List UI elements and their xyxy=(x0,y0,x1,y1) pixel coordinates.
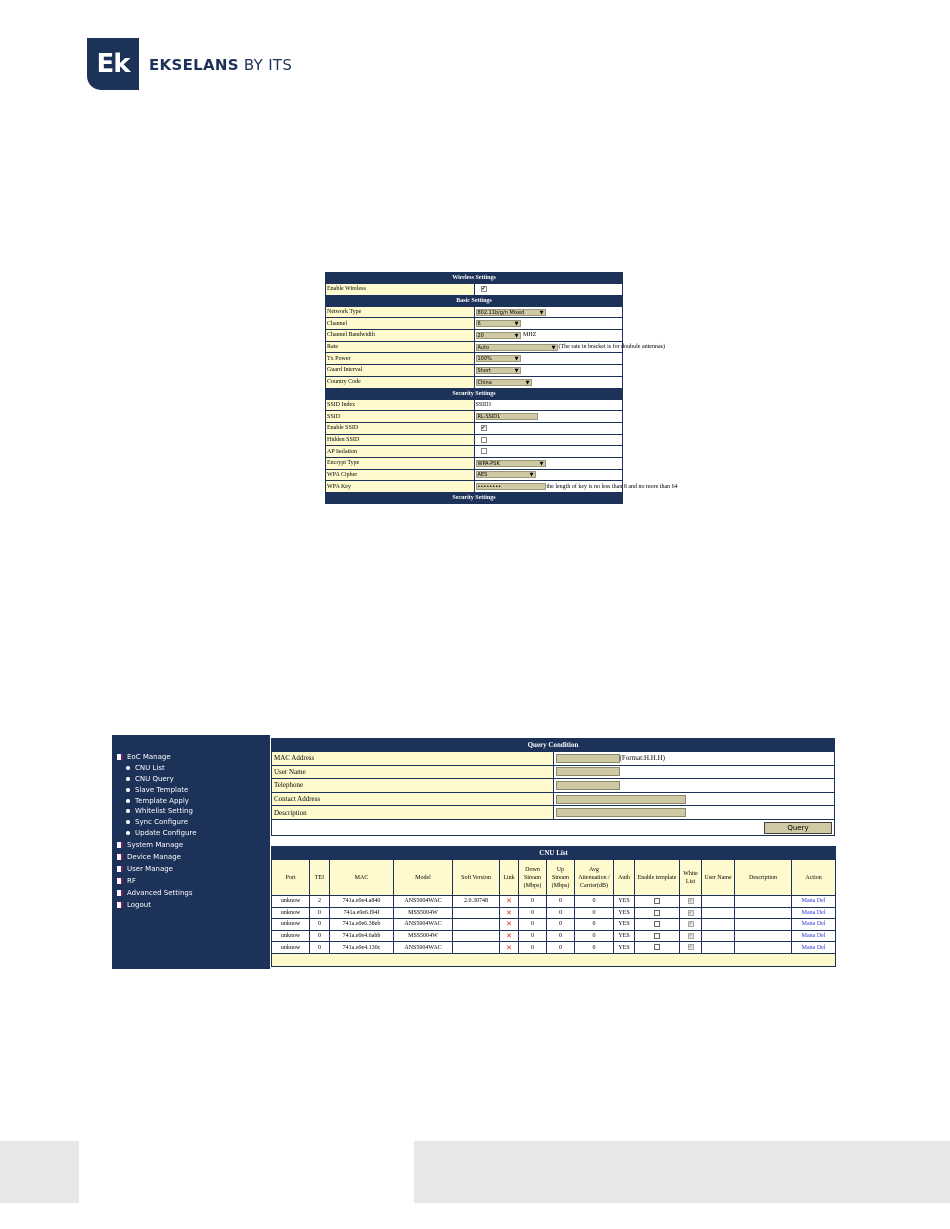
cell-tei: 0 xyxy=(310,930,330,942)
tx-power-value: 100% xyxy=(477,356,492,363)
cell-auth: YES xyxy=(614,896,635,908)
cell-soft-version xyxy=(453,942,500,954)
query-condition-panel xyxy=(271,738,835,836)
cell-port: unknow xyxy=(272,942,310,954)
description-label: Description xyxy=(272,806,554,820)
sidebar-item-label: Logout xyxy=(127,901,151,909)
sidebar-item-logout[interactable] xyxy=(117,900,151,910)
cell-model: ANS5004WAC xyxy=(394,942,453,954)
footer-bar-right xyxy=(414,1141,950,1203)
link-down-x-icon: ✕ xyxy=(506,932,512,941)
ap-isolation-checkbox[interactable] xyxy=(481,448,487,454)
enable-ssid-checkbox[interactable]: ✔ xyxy=(481,426,486,432)
mana-del-links[interactable]: Mana Del xyxy=(801,898,826,905)
cell-soft-version: 2.0.30748 xyxy=(453,896,500,908)
sidebar-item-label: RF xyxy=(127,877,136,885)
chevron-down-icon: ▼ xyxy=(514,321,519,328)
wpa-key-note: the length of key is no less than 8 and no more than 64 xyxy=(546,483,678,490)
sidebar-item-label: EoC Manage xyxy=(127,753,171,761)
chevron-down-icon: ▼ xyxy=(514,332,519,339)
bullet-icon xyxy=(126,820,130,824)
folder-square-icon xyxy=(117,866,123,872)
telephone-input[interactable] xyxy=(556,781,620,790)
cell-down-stream: 0 xyxy=(519,896,547,908)
folder-square-icon xyxy=(117,902,123,908)
enable-template-checkbox[interactable] xyxy=(654,910,660,916)
table-row xyxy=(272,896,836,908)
cell-up-stream: 0 xyxy=(547,919,575,931)
sidebar-sub-label: Slave Template xyxy=(135,786,189,794)
basic-settings-header: Basic Settings xyxy=(326,295,623,306)
cell-attenuation: 0 xyxy=(575,930,614,942)
description-input[interactable] xyxy=(556,808,686,817)
col-up-stream: Up Stream (Mbps) xyxy=(547,860,575,896)
ap-isolation-label: AP Isolation xyxy=(326,446,475,458)
sidebar-sub-cnu-query[interactable] xyxy=(126,774,174,784)
cell-model: ANS5004WAC xyxy=(394,896,453,908)
wpa-cipher-select[interactable] xyxy=(476,471,536,478)
table-row xyxy=(272,930,836,942)
col-enable-template: Enable template xyxy=(635,860,680,896)
col-user-name: User Name xyxy=(702,860,735,896)
cell-attenuation: 0 xyxy=(575,896,614,908)
mac-address-label: MAC Address xyxy=(272,752,554,766)
bullet-icon xyxy=(126,799,130,803)
cell-port: unknow xyxy=(272,919,310,931)
cell-attenuation: 0 xyxy=(575,907,614,919)
bullet-icon xyxy=(126,831,130,835)
encrypt-type-select[interactable] xyxy=(476,460,546,467)
hidden-ssid-label: Hidden SSID xyxy=(326,434,475,446)
cnu-list-header: CNU List xyxy=(272,847,836,860)
nav-sidebar xyxy=(112,735,270,969)
cell-auth: YES xyxy=(614,942,635,954)
col-tei: TEI xyxy=(310,860,330,896)
cell-soft-version xyxy=(453,919,500,931)
cell-up-stream: 0 xyxy=(547,907,575,919)
white-list-checkbox: ✔ xyxy=(688,933,693,939)
security-settings-header: Security Settings xyxy=(326,388,623,399)
cell-soft-version xyxy=(453,930,500,942)
ssid-index-value: SSID1 xyxy=(474,399,623,411)
folder-square-icon xyxy=(117,842,123,848)
user-name-input[interactable] xyxy=(556,767,620,776)
cnu-list-panel xyxy=(271,846,835,967)
rate-select[interactable] xyxy=(476,344,558,351)
cell-tei: 0 xyxy=(310,942,330,954)
link-down-x-icon: ✕ xyxy=(506,908,512,917)
table-row xyxy=(272,919,836,931)
cell-tei: 2 xyxy=(310,896,330,908)
chevron-down-icon: ▼ xyxy=(514,367,519,374)
wireless-settings-panel xyxy=(325,272,678,504)
cell-up-stream: 0 xyxy=(547,930,575,942)
user-name-label: User Name xyxy=(272,765,554,779)
logo-name-bold: EKSELANS xyxy=(149,56,239,74)
col-mac: MAC xyxy=(330,860,394,896)
logo-name-light: BY ITS xyxy=(238,56,293,74)
folder-square-icon xyxy=(117,890,123,896)
footer-bar-left xyxy=(0,1141,79,1203)
cell-mac: 741a.e0e4.a840 xyxy=(330,896,394,908)
cell-soft-version xyxy=(453,907,500,919)
country-code-value: China xyxy=(477,379,492,386)
cnu-list-footer xyxy=(272,953,836,966)
chevron-down-icon: ▼ xyxy=(539,460,544,467)
wpa-key-label: WPA Key xyxy=(326,481,475,493)
enable-template-checkbox[interactable] xyxy=(654,933,660,939)
white-list-checkbox: ✔ xyxy=(688,945,693,951)
telephone-label: Telephone xyxy=(272,779,554,793)
sidebar-item-label: Device Manage xyxy=(127,853,181,861)
cell-down-stream: 0 xyxy=(519,919,547,931)
query-condition-header: Query Condition xyxy=(272,739,835,752)
sidebar-sub-whitelist-setting[interactable] xyxy=(126,806,193,816)
sidebar-sub-label: Update Configure xyxy=(135,829,197,837)
sidebar-sub-label: CNU Query xyxy=(135,775,174,783)
col-description: Description xyxy=(735,860,792,896)
contact-address-input[interactable] xyxy=(556,795,686,804)
ssid-index-label: SSID Index xyxy=(326,399,475,411)
table-row xyxy=(272,942,836,954)
mac-address-input[interactable] xyxy=(556,754,620,763)
sidebar-sub-label: Whitelist Setting xyxy=(135,807,193,815)
sidebar-item-user-manage[interactable] xyxy=(117,864,173,874)
col-white-list: White List xyxy=(680,860,702,896)
cell-auth: YES xyxy=(614,930,635,942)
sidebar-sub-slave-template[interactable] xyxy=(126,785,188,795)
cell-model: MSS5004W xyxy=(394,907,453,919)
rate-value: Auto xyxy=(477,344,490,351)
country-code-label: Country Code xyxy=(326,376,475,388)
query-button[interactable]: Query xyxy=(764,822,832,834)
link-down-x-icon: ✕ xyxy=(506,920,512,929)
enable-wireless-checkbox[interactable]: ✔ xyxy=(481,287,486,293)
cell-up-stream: 0 xyxy=(547,942,575,954)
chevron-down-icon: ▼ xyxy=(529,472,534,479)
contact-address-label: Contact Address xyxy=(272,792,554,806)
wireless-settings-header: Wireless Settings xyxy=(326,273,623,284)
tx-power-label: Tx Power xyxy=(326,353,475,365)
bandwidth-select[interactable] xyxy=(476,332,521,339)
network-type-label: Network Type xyxy=(326,306,475,318)
chevron-down-icon: ▼ xyxy=(525,379,530,386)
cell-attenuation: 0 xyxy=(575,919,614,931)
sidebar-item-label: System Manage xyxy=(127,841,184,849)
cell-mac: 741a.e0e6.f94f xyxy=(330,907,394,919)
ssid-input[interactable]: RL-SSID1 xyxy=(476,413,538,420)
cell-attenuation: 0 xyxy=(575,942,614,954)
guard-interval-value: Short xyxy=(477,367,491,374)
bandwidth-label: Channel Bandwidth xyxy=(326,330,475,342)
mana-del-links[interactable]: Mana Del xyxy=(801,921,826,928)
col-avg-attenuation: Avg Attenuation / Carrier(dB) xyxy=(575,860,614,896)
hidden-ssid-checkbox[interactable] xyxy=(481,437,487,443)
col-action: Action xyxy=(792,860,836,896)
link-down-x-icon: ✕ xyxy=(506,943,512,952)
col-port: Port xyxy=(272,860,310,896)
enable-template-checkbox[interactable] xyxy=(654,898,660,904)
sidebar-sub-template-apply[interactable] xyxy=(126,796,189,806)
mana-del-links[interactable]: Mana Del xyxy=(801,944,826,951)
cell-mac: 741a.e0e6.38eb xyxy=(330,919,394,931)
col-down-stream: Down Stream (Mbps) xyxy=(519,860,547,896)
sidebar-item-advanced-settings[interactable] xyxy=(117,888,193,898)
cell-mac: 741a.e0e4.130c xyxy=(330,942,394,954)
bullet-icon xyxy=(126,788,130,792)
wpa-key-input[interactable]: •••••••• xyxy=(476,483,546,490)
bullet-icon xyxy=(126,777,130,781)
chevron-down-icon: ▼ xyxy=(539,309,544,316)
security-settings-footer-header: Security Settings xyxy=(326,493,623,504)
sidebar-sub-update-configure[interactable] xyxy=(126,828,197,838)
folder-square-icon xyxy=(117,754,123,760)
channel-value: 6 xyxy=(477,321,481,328)
ekselans-logo-mark: Ek xyxy=(87,38,139,90)
cell-mac: 741a.e0e4.6abb xyxy=(330,930,394,942)
encrypt-type-label: Encrypt Type xyxy=(326,457,475,469)
table-row xyxy=(272,907,836,919)
link-down-x-icon: ✕ xyxy=(506,897,512,906)
cell-model: MSS5004W xyxy=(394,930,453,942)
rate-label: Rate xyxy=(326,341,475,353)
ekselans-logo-text xyxy=(149,56,292,74)
cell-auth: YES xyxy=(614,907,635,919)
mac-format-hint: (Format:H.H.H) xyxy=(619,753,665,762)
rate-note: (The rate in bracket is for doubule antennas) xyxy=(558,344,665,351)
enable-template-checkbox[interactable] xyxy=(654,921,660,927)
mana-del-links[interactable]: Mana Del xyxy=(801,933,826,940)
wpa-cipher-value: AES xyxy=(477,472,488,479)
wpa-cipher-label: WPA Cipher xyxy=(326,469,475,481)
cell-auth: YES xyxy=(614,919,635,931)
cell-port: unknow xyxy=(272,930,310,942)
cell-down-stream: 0 xyxy=(519,907,547,919)
network-type-value: 802.11b/g/n Mixed xyxy=(477,309,525,316)
bullet-icon xyxy=(126,766,130,770)
col-link: Link xyxy=(500,860,519,896)
folder-square-icon xyxy=(117,854,123,860)
enable-wireless-label: Enable Wireless xyxy=(326,284,475,296)
white-list-checkbox: ✔ xyxy=(688,899,693,905)
mana-del-links[interactable]: Mana Del xyxy=(801,909,826,916)
col-soft-version: Soft Version xyxy=(453,860,500,896)
bandwidth-value: 20 xyxy=(477,332,484,339)
ssid-label: SSID xyxy=(326,411,475,423)
sidebar-item-rf[interactable] xyxy=(117,876,136,886)
channel-label: Channel xyxy=(326,318,475,330)
col-model: Model xyxy=(394,860,453,896)
sidebar-item-label: User Manage xyxy=(127,865,173,873)
sidebar-sub-cnu-list[interactable] xyxy=(126,763,165,773)
cnu-column-headers xyxy=(272,860,836,896)
enable-template-checkbox[interactable] xyxy=(654,944,660,950)
white-list-checkbox: ✔ xyxy=(688,922,693,928)
bullet-icon xyxy=(126,809,130,813)
sidebar-item-system-manage[interactable] xyxy=(117,840,183,850)
cell-down-stream: 0 xyxy=(519,942,547,954)
sidebar-item-label: Advanced Settings xyxy=(127,889,193,897)
sidebar-sub-label: Sync Configure xyxy=(135,818,189,826)
encrypt-type-value: WPA-PSK xyxy=(477,460,500,467)
col-auth: Auth xyxy=(614,860,635,896)
cell-tei: 0 xyxy=(310,919,330,931)
tx-power-select[interactable] xyxy=(476,355,521,362)
cell-port: unknow xyxy=(272,896,310,908)
sidebar-sub-sync-configure[interactable] xyxy=(126,817,188,827)
white-list-checkbox: ✔ xyxy=(688,910,693,916)
sidebar-item-eoc-manage[interactable] xyxy=(117,752,171,762)
bandwidth-unit: MHZ xyxy=(523,332,537,339)
guard-interval-label: Guard Interval xyxy=(326,365,475,377)
guard-interval-select[interactable] xyxy=(476,367,521,374)
cell-model: ANS5004WAC xyxy=(394,919,453,931)
cell-port: unknow xyxy=(272,907,310,919)
cell-up-stream: 0 xyxy=(547,896,575,908)
chevron-down-icon: ▼ xyxy=(551,344,556,351)
sidebar-sub-label: Template Apply xyxy=(135,797,189,805)
chevron-down-icon: ▼ xyxy=(514,356,519,363)
sidebar-item-device-manage[interactable] xyxy=(117,852,181,862)
channel-select[interactable] xyxy=(476,320,521,327)
country-code-select[interactable] xyxy=(476,379,532,386)
enable-ssid-label: Enable SSID xyxy=(326,422,475,434)
cell-down-stream: 0 xyxy=(519,930,547,942)
network-type-select[interactable] xyxy=(476,309,546,316)
cell-tei: 0 xyxy=(310,907,330,919)
folder-square-icon xyxy=(117,878,123,884)
sidebar-sub-label: CNU List xyxy=(135,764,165,772)
